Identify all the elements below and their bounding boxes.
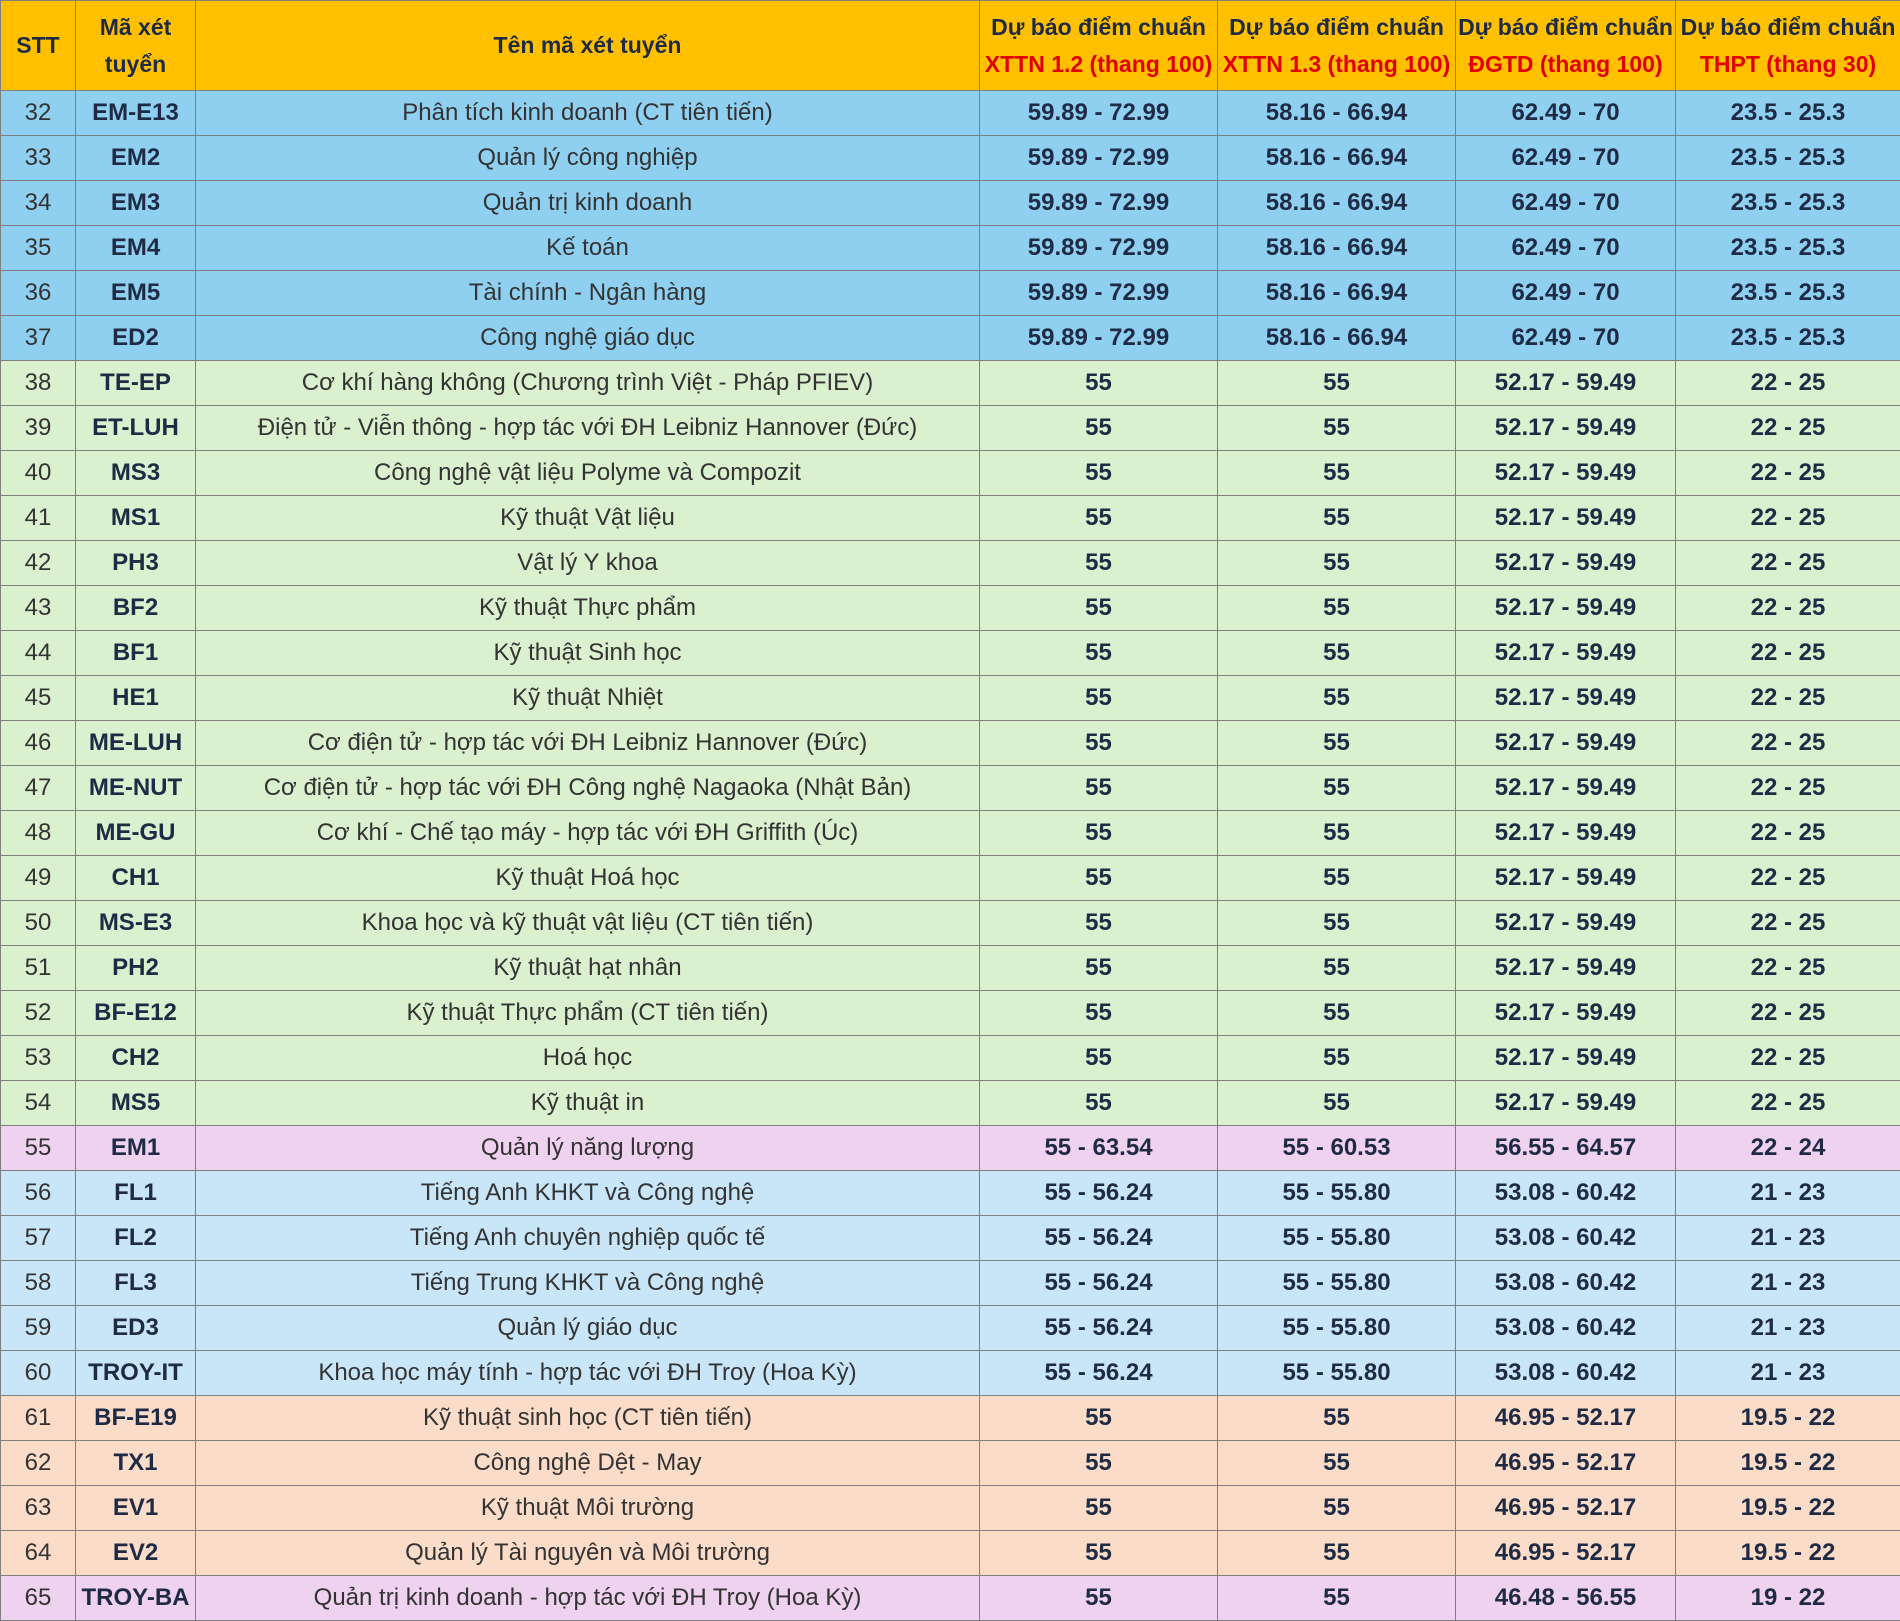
cell-dgtd: 52.17 - 59.49 bbox=[1456, 721, 1676, 766]
cell-xttn12: 55 bbox=[980, 361, 1218, 406]
cell-name: Vật lý Y khoa bbox=[196, 541, 980, 586]
cell-dgtd: 53.08 - 60.42 bbox=[1456, 1216, 1676, 1261]
cell-xttn13: 55 bbox=[1218, 676, 1456, 721]
cell-xttn13: 55 bbox=[1218, 1081, 1456, 1126]
cell-stt: 38 bbox=[1, 361, 76, 406]
cell-stt: 42 bbox=[1, 541, 76, 586]
cell-xttn13: 55 bbox=[1218, 1441, 1456, 1486]
cell-code: ET-LUH bbox=[76, 406, 196, 451]
table-row bbox=[1, 1351, 1900, 1396]
cell-name: Quản lý công nghiệp bbox=[196, 136, 980, 181]
cell-code: TX1 bbox=[76, 1441, 196, 1486]
cell-xttn12: 55 bbox=[980, 1081, 1218, 1126]
cell-code: ME-NUT bbox=[76, 766, 196, 811]
table-row bbox=[1, 1531, 1900, 1576]
table-row bbox=[1, 136, 1900, 181]
cell-thpt: 21 - 23 bbox=[1676, 1261, 1900, 1306]
cell-code: FL3 bbox=[76, 1261, 196, 1306]
header-xttn12-line2: XTTN 1.2 (thang 100) bbox=[980, 46, 1217, 83]
cell-code: EM3 bbox=[76, 181, 196, 226]
cell-xttn12: 55 bbox=[980, 676, 1218, 721]
cell-name: Kỹ thuật Sinh học bbox=[196, 631, 980, 676]
cell-thpt: 23.5 - 25.3 bbox=[1676, 181, 1900, 226]
cell-dgtd: 46.95 - 52.17 bbox=[1456, 1441, 1676, 1486]
cell-stt: 46 bbox=[1, 721, 76, 766]
cell-thpt: 22 - 25 bbox=[1676, 361, 1900, 406]
table-body bbox=[1, 91, 1900, 1621]
table-row bbox=[1, 946, 1900, 991]
cell-xttn12: 55 bbox=[980, 1531, 1218, 1576]
cell-stt: 58 bbox=[1, 1261, 76, 1306]
cell-thpt: 22 - 25 bbox=[1676, 946, 1900, 991]
cell-dgtd: 62.49 - 70 bbox=[1456, 181, 1676, 226]
cell-code: BF1 bbox=[76, 631, 196, 676]
table-row bbox=[1, 1126, 1900, 1171]
cell-thpt: 22 - 25 bbox=[1676, 901, 1900, 946]
cell-code: EV1 bbox=[76, 1486, 196, 1531]
cell-dgtd: 62.49 - 70 bbox=[1456, 316, 1676, 361]
table-row bbox=[1, 226, 1900, 271]
cell-dgtd: 52.17 - 59.49 bbox=[1456, 1081, 1676, 1126]
table-row bbox=[1, 901, 1900, 946]
cell-code: CH2 bbox=[76, 1036, 196, 1081]
cell-stt: 39 bbox=[1, 406, 76, 451]
cell-xttn13: 58.16 - 66.94 bbox=[1218, 136, 1456, 181]
table-row bbox=[1, 1486, 1900, 1531]
cell-name: Cơ điện tử - hợp tác với ĐH Công nghệ Nagaoka (Nhật Bản) bbox=[196, 766, 980, 811]
cell-xttn12: 55 - 56.24 bbox=[980, 1171, 1218, 1216]
header-thpt bbox=[1676, 1, 1900, 91]
cell-code: BF-E19 bbox=[76, 1396, 196, 1441]
cell-thpt: 19.5 - 22 bbox=[1676, 1441, 1900, 1486]
header-xttn13-line1: Dự báo điểm chuẩn bbox=[1218, 9, 1455, 46]
cell-code: PH3 bbox=[76, 541, 196, 586]
cell-stt: 55 bbox=[1, 1126, 76, 1171]
cell-code: CH1 bbox=[76, 856, 196, 901]
cell-thpt: 19 - 22 bbox=[1676, 1576, 1900, 1621]
cell-stt: 63 bbox=[1, 1486, 76, 1531]
table-row bbox=[1, 406, 1900, 451]
cell-code: EM2 bbox=[76, 136, 196, 181]
cell-dgtd: 52.17 - 59.49 bbox=[1456, 811, 1676, 856]
cell-xttn12: 55 bbox=[980, 1576, 1218, 1621]
cell-dgtd: 52.17 - 59.49 bbox=[1456, 676, 1676, 721]
cell-xttn13: 55 bbox=[1218, 811, 1456, 856]
cell-xttn13: 55 bbox=[1218, 361, 1456, 406]
cell-xttn13: 55 bbox=[1218, 856, 1456, 901]
cell-xttn12: 55 bbox=[980, 1396, 1218, 1441]
cell-stt: 44 bbox=[1, 631, 76, 676]
cell-xttn13: 55 bbox=[1218, 1576, 1456, 1621]
cell-code: PH2 bbox=[76, 946, 196, 991]
cell-name: Công nghệ Dệt - May bbox=[196, 1441, 980, 1486]
cell-xttn13: 55 - 55.80 bbox=[1218, 1216, 1456, 1261]
cell-thpt: 22 - 25 bbox=[1676, 991, 1900, 1036]
cell-dgtd: 46.95 - 52.17 bbox=[1456, 1396, 1676, 1441]
cell-xttn12: 55 bbox=[980, 811, 1218, 856]
cell-code: TROY-IT bbox=[76, 1351, 196, 1396]
cell-code: MS3 bbox=[76, 451, 196, 496]
cell-xttn12: 55 bbox=[980, 991, 1218, 1036]
cell-code: MS-E3 bbox=[76, 901, 196, 946]
cell-thpt: 23.5 - 25.3 bbox=[1676, 226, 1900, 271]
cell-name: Kỹ thuật Vật liệu bbox=[196, 496, 980, 541]
cell-xttn13: 55 - 55.80 bbox=[1218, 1171, 1456, 1216]
cell-xttn12: 55 bbox=[980, 721, 1218, 766]
cell-name: Quản lý năng lượng bbox=[196, 1126, 980, 1171]
cell-dgtd: 52.17 - 59.49 bbox=[1456, 901, 1676, 946]
header-stt: STT bbox=[1, 1, 76, 91]
cell-code: EM4 bbox=[76, 226, 196, 271]
cell-xttn12: 55 bbox=[980, 451, 1218, 496]
cell-thpt: 22 - 25 bbox=[1676, 541, 1900, 586]
cell-code: BF-E12 bbox=[76, 991, 196, 1036]
table-row bbox=[1, 766, 1900, 811]
cell-code: ED3 bbox=[76, 1306, 196, 1351]
cell-name: Hoá học bbox=[196, 1036, 980, 1081]
cell-xttn13: 55 bbox=[1218, 1036, 1456, 1081]
table-row bbox=[1, 1216, 1900, 1261]
cell-xttn13: 58.16 - 66.94 bbox=[1218, 181, 1456, 226]
cell-stt: 54 bbox=[1, 1081, 76, 1126]
cell-xttn13: 55 bbox=[1218, 451, 1456, 496]
cell-xttn12: 55 bbox=[980, 541, 1218, 586]
cell-stt: 60 bbox=[1, 1351, 76, 1396]
cell-code: MS5 bbox=[76, 1081, 196, 1126]
cell-xttn13: 55 bbox=[1218, 946, 1456, 991]
cell-xttn13: 55 bbox=[1218, 631, 1456, 676]
cell-dgtd: 52.17 - 59.49 bbox=[1456, 856, 1676, 901]
cell-dgtd: 53.08 - 60.42 bbox=[1456, 1261, 1676, 1306]
cell-xttn13: 55 bbox=[1218, 1396, 1456, 1441]
cell-code: EM-E13 bbox=[76, 91, 196, 136]
cell-thpt: 22 - 25 bbox=[1676, 766, 1900, 811]
cell-stt: 34 bbox=[1, 181, 76, 226]
table-row bbox=[1, 856, 1900, 901]
cell-xttn12: 55 - 63.54 bbox=[980, 1126, 1218, 1171]
cell-code: ME-LUH bbox=[76, 721, 196, 766]
cell-name: Kỹ thuật Thực phẩm bbox=[196, 586, 980, 631]
cell-dgtd: 56.55 - 64.57 bbox=[1456, 1126, 1676, 1171]
header-dgtd-line2: ĐGTD (thang 100) bbox=[1456, 46, 1675, 83]
cell-xttn13: 55 bbox=[1218, 496, 1456, 541]
cell-xttn13: 55 bbox=[1218, 721, 1456, 766]
cell-stt: 53 bbox=[1, 1036, 76, 1081]
cell-dgtd: 46.95 - 52.17 bbox=[1456, 1486, 1676, 1531]
cell-thpt: 23.5 - 25.3 bbox=[1676, 136, 1900, 181]
cell-thpt: 22 - 25 bbox=[1676, 856, 1900, 901]
cell-name: Tài chính - Ngân hàng bbox=[196, 271, 980, 316]
cell-thpt: 22 - 25 bbox=[1676, 811, 1900, 856]
cell-name: Công nghệ giáo dục bbox=[196, 316, 980, 361]
cell-thpt: 22 - 24 bbox=[1676, 1126, 1900, 1171]
cell-thpt: 21 - 23 bbox=[1676, 1216, 1900, 1261]
cell-name: Quản trị kinh doanh bbox=[196, 181, 980, 226]
cell-stt: 65 bbox=[1, 1576, 76, 1621]
cell-code: TE-EP bbox=[76, 361, 196, 406]
cell-name: Cơ khí - Chế tạo máy - hợp tác với ĐH Griffith (Úc) bbox=[196, 811, 980, 856]
table-row bbox=[1, 1081, 1900, 1126]
cell-xttn13: 55 bbox=[1218, 901, 1456, 946]
table-row bbox=[1, 1171, 1900, 1216]
cell-xttn12: 55 bbox=[980, 406, 1218, 451]
cell-thpt: 22 - 25 bbox=[1676, 406, 1900, 451]
table-row bbox=[1, 631, 1900, 676]
cell-dgtd: 62.49 - 70 bbox=[1456, 91, 1676, 136]
cell-code: ED2 bbox=[76, 316, 196, 361]
cell-name: Kế toán bbox=[196, 226, 980, 271]
cell-dgtd: 52.17 - 59.49 bbox=[1456, 361, 1676, 406]
cell-thpt: 22 - 25 bbox=[1676, 1081, 1900, 1126]
cell-dgtd: 53.08 - 60.42 bbox=[1456, 1351, 1676, 1396]
cell-xttn12: 55 - 56.24 bbox=[980, 1351, 1218, 1396]
cell-xttn12: 55 bbox=[980, 1036, 1218, 1081]
table-row bbox=[1, 1441, 1900, 1486]
cell-xttn13: 55 bbox=[1218, 541, 1456, 586]
cell-dgtd: 62.49 - 70 bbox=[1456, 136, 1676, 181]
cell-stt: 59 bbox=[1, 1306, 76, 1351]
cell-name: Khoa học và kỹ thuật vật liệu (CT tiên tiến) bbox=[196, 901, 980, 946]
header-row bbox=[1, 1, 1900, 91]
cell-xttn12: 55 - 56.24 bbox=[980, 1216, 1218, 1261]
table-row bbox=[1, 451, 1900, 496]
cell-name: Tiếng Trung KHKT và Công nghệ bbox=[196, 1261, 980, 1306]
cell-stt: 48 bbox=[1, 811, 76, 856]
cell-thpt: 19.5 - 22 bbox=[1676, 1531, 1900, 1576]
cell-xttn12: 55 bbox=[980, 1486, 1218, 1531]
cell-code: ME-GU bbox=[76, 811, 196, 856]
cell-xttn12: 59.89 - 72.99 bbox=[980, 91, 1218, 136]
cell-thpt: 22 - 25 bbox=[1676, 721, 1900, 766]
cell-dgtd: 53.08 - 60.42 bbox=[1456, 1306, 1676, 1351]
cell-name: Kỹ thuật sinh học (CT tiên tiến) bbox=[196, 1396, 980, 1441]
cell-stt: 47 bbox=[1, 766, 76, 811]
cell-xttn13: 55 bbox=[1218, 766, 1456, 811]
cell-dgtd: 53.08 - 60.42 bbox=[1456, 1171, 1676, 1216]
table-row bbox=[1, 811, 1900, 856]
cell-xttn13: 55 - 55.80 bbox=[1218, 1306, 1456, 1351]
table-row bbox=[1, 271, 1900, 316]
header-dgtd-line1: Dự báo điểm chuẩn bbox=[1456, 9, 1675, 46]
cell-dgtd: 62.49 - 70 bbox=[1456, 271, 1676, 316]
cell-stt: 33 bbox=[1, 136, 76, 181]
cell-stt: 57 bbox=[1, 1216, 76, 1261]
cell-thpt: 23.5 - 25.3 bbox=[1676, 91, 1900, 136]
cell-name: Kỹ thuật hạt nhân bbox=[196, 946, 980, 991]
cell-xttn12: 55 bbox=[980, 856, 1218, 901]
cell-code: EM5 bbox=[76, 271, 196, 316]
cell-thpt: 22 - 25 bbox=[1676, 496, 1900, 541]
cell-xttn13: 55 bbox=[1218, 586, 1456, 631]
cell-thpt: 21 - 23 bbox=[1676, 1351, 1900, 1396]
cell-dgtd: 52.17 - 59.49 bbox=[1456, 766, 1676, 811]
cell-xttn13: 55 bbox=[1218, 406, 1456, 451]
cell-code: FL1 bbox=[76, 1171, 196, 1216]
cell-thpt: 19.5 - 22 bbox=[1676, 1396, 1900, 1441]
cell-stt: 51 bbox=[1, 946, 76, 991]
cell-thpt: 19.5 - 22 bbox=[1676, 1486, 1900, 1531]
table-row bbox=[1, 991, 1900, 1036]
table-row bbox=[1, 1576, 1900, 1621]
header-dgtd bbox=[1456, 1, 1676, 91]
header-thpt-line1: Dự báo điểm chuẩn bbox=[1676, 9, 1900, 46]
cell-xttn12: 55 bbox=[980, 901, 1218, 946]
cell-name: Phân tích kinh doanh (CT tiên tiến) bbox=[196, 91, 980, 136]
cell-stt: 52 bbox=[1, 991, 76, 1036]
cell-name: Kỹ thuật Thực phẩm (CT tiên tiến) bbox=[196, 991, 980, 1036]
cell-dgtd: 52.17 - 59.49 bbox=[1456, 1036, 1676, 1081]
cell-code: FL2 bbox=[76, 1216, 196, 1261]
cell-stt: 45 bbox=[1, 676, 76, 721]
cell-thpt: 23.5 - 25.3 bbox=[1676, 316, 1900, 361]
cell-name: Kỹ thuật Hoá học bbox=[196, 856, 980, 901]
cell-xttn13: 58.16 - 66.94 bbox=[1218, 316, 1456, 361]
table-row bbox=[1, 676, 1900, 721]
cell-xttn13: 55 - 55.80 bbox=[1218, 1351, 1456, 1396]
cell-xttn13: 58.16 - 66.94 bbox=[1218, 226, 1456, 271]
cell-name: Tiếng Anh chuyên nghiệp quốc tế bbox=[196, 1216, 980, 1261]
cell-stt: 62 bbox=[1, 1441, 76, 1486]
table-row bbox=[1, 316, 1900, 361]
cell-xttn12: 55 bbox=[980, 766, 1218, 811]
cell-stt: 37 bbox=[1, 316, 76, 361]
cell-thpt: 22 - 25 bbox=[1676, 586, 1900, 631]
table-row bbox=[1, 1261, 1900, 1306]
cell-dgtd: 52.17 - 59.49 bbox=[1456, 946, 1676, 991]
header-xttn13-line2: XTTN 1.3 (thang 100) bbox=[1218, 46, 1455, 83]
cell-stt: 50 bbox=[1, 901, 76, 946]
table-row bbox=[1, 721, 1900, 766]
cell-stt: 64 bbox=[1, 1531, 76, 1576]
cell-thpt: 22 - 25 bbox=[1676, 451, 1900, 496]
cell-xttn12: 55 bbox=[980, 946, 1218, 991]
table-row bbox=[1, 91, 1900, 136]
table-row bbox=[1, 541, 1900, 586]
cell-name: Kỹ thuật Môi trường bbox=[196, 1486, 980, 1531]
cell-stt: 61 bbox=[1, 1396, 76, 1441]
cell-dgtd: 62.49 - 70 bbox=[1456, 226, 1676, 271]
header-name: Tên mã xét tuyển bbox=[196, 1, 980, 91]
cell-dgtd: 52.17 - 59.49 bbox=[1456, 541, 1676, 586]
cell-name: Tiếng Anh KHKT và Công nghệ bbox=[196, 1171, 980, 1216]
cell-thpt: 23.5 - 25.3 bbox=[1676, 271, 1900, 316]
header-code bbox=[76, 1, 196, 91]
cell-xttn13: 55 bbox=[1218, 991, 1456, 1036]
header-code-line2: tuyển bbox=[76, 46, 195, 83]
cell-stt: 43 bbox=[1, 586, 76, 631]
cell-dgtd: 46.95 - 52.17 bbox=[1456, 1531, 1676, 1576]
cell-stt: 35 bbox=[1, 226, 76, 271]
header-xttn12 bbox=[980, 1, 1218, 91]
table-row bbox=[1, 361, 1900, 406]
cell-code: HE1 bbox=[76, 676, 196, 721]
cell-xttn12: 55 bbox=[980, 631, 1218, 676]
cell-name: Quản lý giáo dục bbox=[196, 1306, 980, 1351]
header-xttn13 bbox=[1218, 1, 1456, 91]
cell-code: EM1 bbox=[76, 1126, 196, 1171]
cell-xttn12: 59.89 - 72.99 bbox=[980, 136, 1218, 181]
cell-name: Kỹ thuật Nhiệt bbox=[196, 676, 980, 721]
cell-name: Cơ điện tử - hợp tác với ĐH Leibniz Hannover (Đức) bbox=[196, 721, 980, 766]
header-xttn12-line1: Dự báo điểm chuẩn bbox=[980, 9, 1217, 46]
cell-xttn12: 55 - 56.24 bbox=[980, 1261, 1218, 1306]
cell-name: Điện tử - Viễn thông - hợp tác với ĐH Leibniz Hannover (Đức) bbox=[196, 406, 980, 451]
cell-xttn12: 59.89 - 72.99 bbox=[980, 181, 1218, 226]
cell-thpt: 22 - 25 bbox=[1676, 1036, 1900, 1081]
header-code-line1: Mã xét bbox=[76, 9, 195, 46]
table-row bbox=[1, 496, 1900, 541]
cell-dgtd: 46.48 - 56.55 bbox=[1456, 1576, 1676, 1621]
cell-dgtd: 52.17 - 59.49 bbox=[1456, 451, 1676, 496]
cell-dgtd: 52.17 - 59.49 bbox=[1456, 496, 1676, 541]
table-row bbox=[1, 1306, 1900, 1351]
cell-name: Khoa học máy tính - hợp tác với ĐH Troy (Hoa Kỳ) bbox=[196, 1351, 980, 1396]
cell-thpt: 21 - 23 bbox=[1676, 1171, 1900, 1216]
cell-code: BF2 bbox=[76, 586, 196, 631]
cell-thpt: 21 - 23 bbox=[1676, 1306, 1900, 1351]
cell-dgtd: 52.17 - 59.49 bbox=[1456, 631, 1676, 676]
cell-dgtd: 52.17 - 59.49 bbox=[1456, 406, 1676, 451]
cell-thpt: 22 - 25 bbox=[1676, 676, 1900, 721]
table-row bbox=[1, 1396, 1900, 1441]
table-header bbox=[1, 1, 1900, 91]
cell-xttn12: 55 bbox=[980, 1441, 1218, 1486]
cell-stt: 56 bbox=[1, 1171, 76, 1216]
cell-xttn13: 55 bbox=[1218, 1486, 1456, 1531]
header-thpt-line2: THPT (thang 30) bbox=[1676, 46, 1900, 83]
table-row bbox=[1, 181, 1900, 226]
cell-code: EV2 bbox=[76, 1531, 196, 1576]
cell-dgtd: 52.17 - 59.49 bbox=[1456, 991, 1676, 1036]
cell-xttn12: 59.89 - 72.99 bbox=[980, 316, 1218, 361]
cell-stt: 49 bbox=[1, 856, 76, 901]
cell-stt: 41 bbox=[1, 496, 76, 541]
cell-xttn12: 55 bbox=[980, 496, 1218, 541]
cell-code: MS1 bbox=[76, 496, 196, 541]
cell-name: Quản trị kinh doanh - hợp tác với ĐH Troy (Hoa Kỳ) bbox=[196, 1576, 980, 1621]
cell-stt: 32 bbox=[1, 91, 76, 136]
cell-stt: 36 bbox=[1, 271, 76, 316]
cell-xttn12: 55 bbox=[980, 586, 1218, 631]
cell-name: Kỹ thuật in bbox=[196, 1081, 980, 1126]
cell-xttn12: 59.89 - 72.99 bbox=[980, 226, 1218, 271]
cell-xttn13: 55 bbox=[1218, 1531, 1456, 1576]
table-row bbox=[1, 586, 1900, 631]
cell-code: TROY-BA bbox=[76, 1576, 196, 1621]
cell-xttn13: 58.16 - 66.94 bbox=[1218, 271, 1456, 316]
cell-name: Quản lý Tài nguyên và Môi trường bbox=[196, 1531, 980, 1576]
cell-xttn13: 55 - 60.53 bbox=[1218, 1126, 1456, 1171]
cell-xttn12: 55 - 56.24 bbox=[980, 1306, 1218, 1351]
cell-name: Cơ khí hàng không (Chương trình Việt - Pháp PFIEV) bbox=[196, 361, 980, 406]
cell-name: Công nghệ vật liệu Polyme và Compozit bbox=[196, 451, 980, 496]
cell-xttn12: 59.89 - 72.99 bbox=[980, 271, 1218, 316]
cell-stt: 40 bbox=[1, 451, 76, 496]
cell-xttn13: 55 - 55.80 bbox=[1218, 1261, 1456, 1306]
cell-dgtd: 52.17 - 59.49 bbox=[1456, 586, 1676, 631]
cell-thpt: 22 - 25 bbox=[1676, 631, 1900, 676]
table-row bbox=[1, 1036, 1900, 1081]
cell-xttn13: 58.16 - 66.94 bbox=[1218, 91, 1456, 136]
